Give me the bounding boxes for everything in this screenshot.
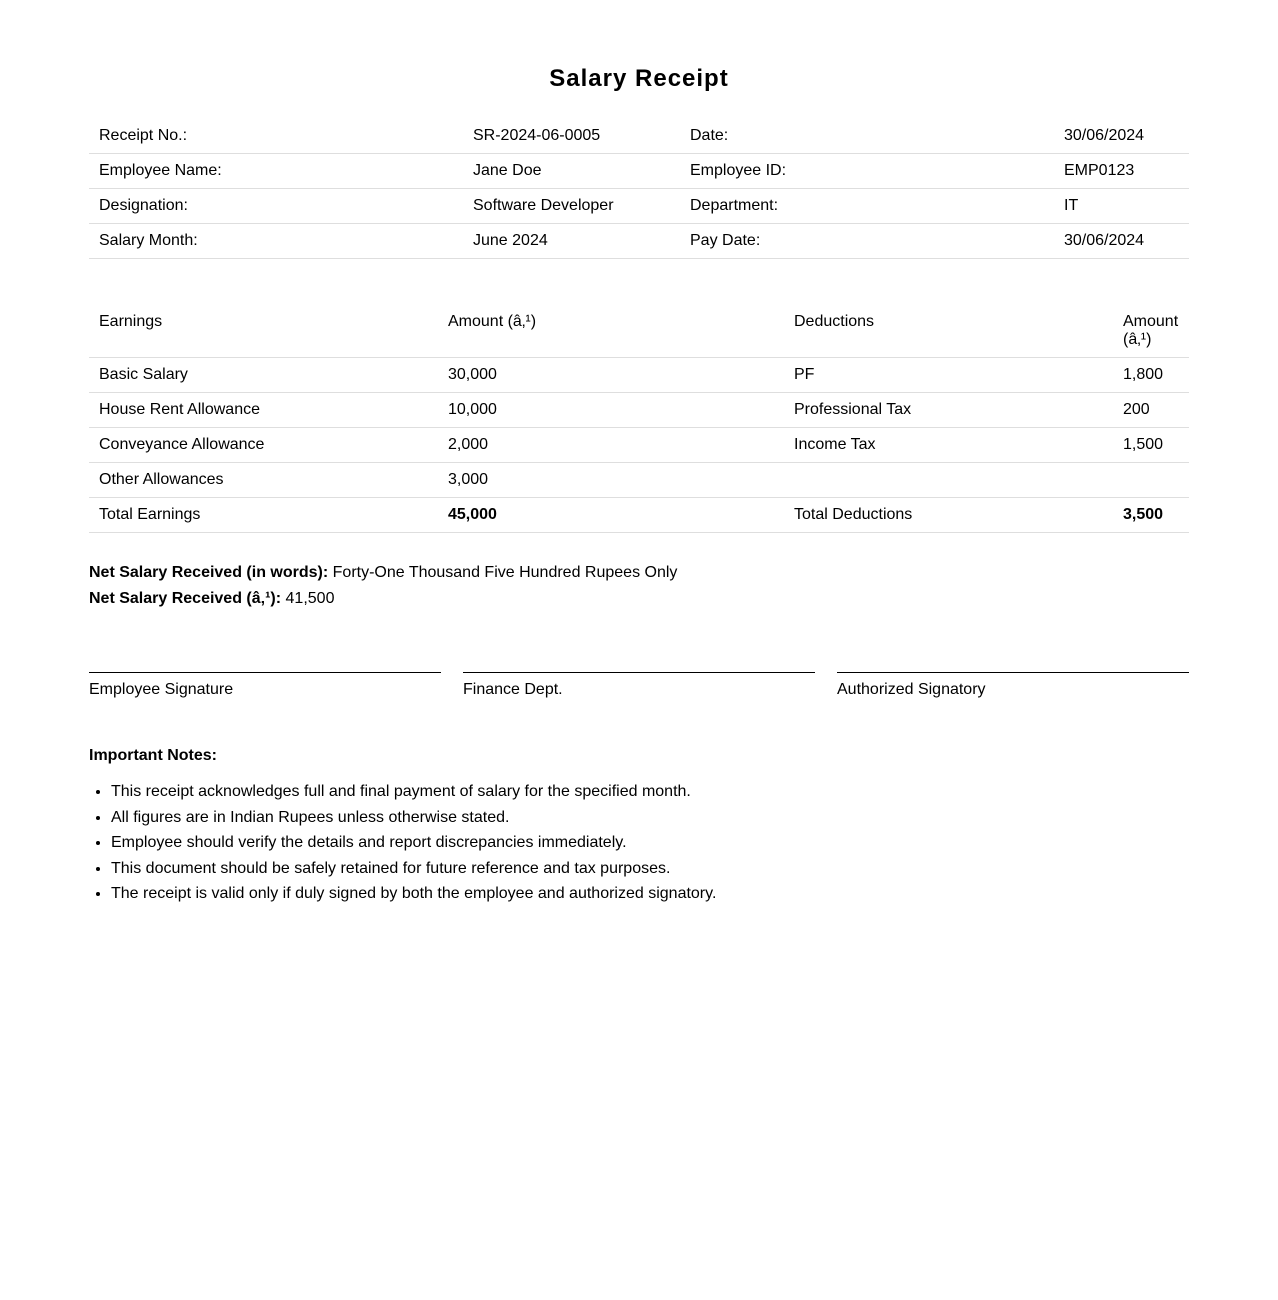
net-salary-words-label: Net Salary Received (in words): bbox=[89, 564, 329, 581]
deduction-amount bbox=[1113, 463, 1189, 498]
notes-title: Important Notes: bbox=[89, 747, 217, 764]
deductions-amount-header: Amount (â‚¹) bbox=[1113, 282, 1189, 358]
list-item: • Employee should verify the details and report discrepancies immediately. bbox=[111, 833, 1189, 853]
deduction-amount: 200 bbox=[1113, 393, 1189, 428]
deduction-name: Professional Tax bbox=[784, 393, 1113, 428]
deduction-name: Income Tax bbox=[784, 428, 1113, 463]
info-row-designation bbox=[89, 189, 1189, 224]
info-label: Receipt No.: bbox=[89, 119, 463, 154]
deduction-name bbox=[784, 463, 1113, 498]
net-salary-words bbox=[89, 560, 1189, 586]
total-earnings-value: 45,000 bbox=[438, 498, 784, 533]
net-salary-amount-label: Net Salary Received (â‚¹): bbox=[89, 590, 282, 607]
page-title: Salary Receipt bbox=[549, 65, 729, 92]
signature-line bbox=[463, 672, 815, 673]
info-row-salary-month bbox=[89, 224, 1189, 259]
earning-name: Basic Salary bbox=[89, 358, 438, 393]
info-label: Employee Name: bbox=[89, 154, 463, 189]
info-value: 30/06/2024 bbox=[1054, 119, 1189, 154]
earnings-header: Earnings bbox=[89, 282, 438, 358]
list-item: • This receipt acknowledges full and final payment of salary for the specified month. bbox=[111, 782, 1189, 802]
totals-row bbox=[89, 498, 1189, 533]
salary-receipt-page bbox=[89, 0, 1189, 904]
info-value: EMP0123 bbox=[1054, 154, 1189, 189]
total-deductions-value: 3,500 bbox=[1113, 498, 1189, 533]
net-salary-amount-value: 41,500 bbox=[285, 590, 335, 607]
info-label: Department: bbox=[680, 189, 1054, 224]
info-value: IT bbox=[1054, 189, 1189, 224]
employee-signature-label: Employee Signature bbox=[89, 681, 234, 698]
earnings-amount-header: Amount (â‚¹) bbox=[438, 282, 784, 358]
deduction-amount: 1,800 bbox=[1113, 358, 1189, 393]
total-deductions-label: Total Deductions bbox=[784, 498, 1113, 533]
table-header-row bbox=[89, 282, 1189, 358]
info-row-receipt bbox=[89, 119, 1189, 154]
net-salary-amount bbox=[89, 586, 1189, 612]
info-value: June 2024 bbox=[463, 224, 680, 259]
notes-list bbox=[89, 782, 1189, 904]
info-label: Salary Month: bbox=[89, 224, 463, 259]
table-row bbox=[89, 428, 1189, 463]
receipt-info-table bbox=[89, 119, 1189, 259]
deductions-header: Deductions bbox=[784, 282, 1113, 358]
net-salary-words-value: Forty-One Thousand Five Hundred Rupees Only bbox=[332, 564, 678, 581]
authorized-signature-label: Authorized Signatory bbox=[837, 681, 986, 698]
info-label: Employee ID: bbox=[680, 154, 1054, 189]
info-value: Jane Doe bbox=[463, 154, 680, 189]
info-value: Software Developer bbox=[463, 189, 680, 224]
info-row-employee bbox=[89, 154, 1189, 189]
total-earnings-label: Total Earnings bbox=[89, 498, 438, 533]
earning-name: Conveyance Allowance bbox=[89, 428, 438, 463]
info-label: Pay Date: bbox=[680, 224, 1054, 259]
table-row bbox=[89, 463, 1189, 498]
list-item: • The receipt is valid only if duly signed by both the employee and authorized signatory. bbox=[111, 884, 1189, 904]
earning-amount: 10,000 bbox=[438, 393, 784, 428]
info-value: SR-2024-06-0005 bbox=[463, 119, 680, 154]
earning-amount: 2,000 bbox=[438, 428, 784, 463]
authorized-signature-block bbox=[837, 672, 1189, 699]
earning-name: House Rent Allowance bbox=[89, 393, 438, 428]
table-row bbox=[89, 393, 1189, 428]
table-row bbox=[89, 358, 1189, 393]
earning-amount: 30,000 bbox=[438, 358, 784, 393]
earning-name: Other Allowances bbox=[89, 463, 438, 498]
info-label: Date: bbox=[680, 119, 1054, 154]
finance-signature-block bbox=[463, 672, 815, 699]
list-item: • All figures are in Indian Rupees unless otherwise stated. bbox=[111, 808, 1189, 828]
deduction-amount: 1,500 bbox=[1113, 428, 1189, 463]
net-salary-section bbox=[89, 560, 1189, 612]
signature-line bbox=[837, 672, 1189, 673]
list-item: • This document should be safely retained for future reference and tax purposes. bbox=[111, 859, 1189, 879]
info-value: 30/06/2024 bbox=[1054, 224, 1189, 259]
signature-line bbox=[89, 672, 441, 673]
signature-section bbox=[89, 672, 1189, 699]
earning-amount: 3,000 bbox=[438, 463, 784, 498]
earnings-deductions-table bbox=[89, 282, 1189, 533]
info-label: Designation: bbox=[89, 189, 463, 224]
deduction-name: PF bbox=[784, 358, 1113, 393]
employee-signature-block bbox=[89, 672, 441, 699]
finance-signature-label: Finance Dept. bbox=[463, 681, 563, 698]
